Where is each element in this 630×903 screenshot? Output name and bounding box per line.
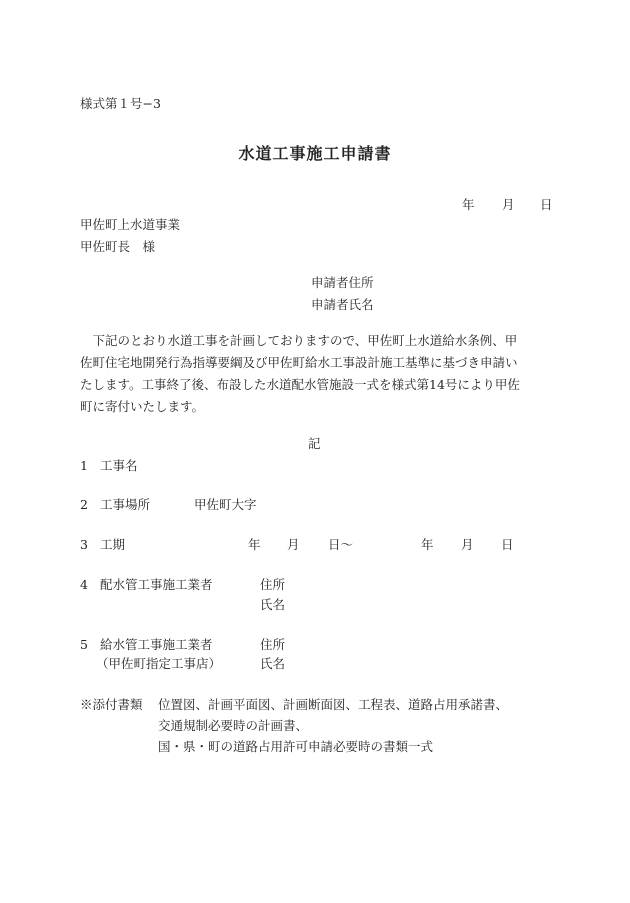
item-2-number: 2 — [80, 497, 88, 512]
attachments-line: 交通規制必要時の計画書、 — [158, 718, 309, 733]
item-2-value: 甲佐町大字 — [194, 497, 257, 512]
body-line: 佐町住宅地開発行為指導要綱及び甲佐町給水工事設計施工基準に基づき申請い — [80, 355, 518, 370]
addressee-name: 甲佐町長 様 — [80, 239, 156, 254]
item-4-label: 配水管工事施工業者 — [100, 577, 213, 592]
period-end-month: 月 — [461, 537, 474, 552]
item-1-number: 1 — [80, 458, 88, 473]
item-4-address-label: 住所 — [260, 577, 286, 592]
period-end-year: 年 — [421, 537, 434, 552]
body-paragraph — [80, 330, 550, 418]
body-line: 下記のとおり水道工事を計画しておりますので、甲佐町上水道給水条例、甲 — [80, 333, 518, 348]
item-1-label: 工事名 — [100, 458, 138, 473]
item-5-name-label: 氏名 — [260, 656, 286, 671]
ki-heading: 記 — [308, 436, 321, 451]
item-3-label: 工期 — [100, 537, 126, 552]
body-line: たします。工事終了後、布設した水道配水管施設一式を様式第14号により甲佐 — [80, 377, 520, 392]
attachments-label: ※添付書類 — [80, 697, 143, 712]
attachments-line: 国・県・町の道路占用許可申請必要時の書類一式 — [158, 739, 434, 754]
applicant-address-label: 申請者住所 — [311, 275, 374, 290]
item-2-label: 工事場所 — [100, 497, 151, 512]
item-5-address-label: 住所 — [260, 637, 286, 652]
date-day-label: 日 — [540, 197, 553, 212]
item-5-label: 給水管工事施工業者 — [100, 637, 213, 652]
item-5-number: 5 — [80, 637, 88, 652]
applicant-name-label: 申請者氏名 — [311, 297, 374, 312]
item-4-number: 4 — [80, 577, 88, 592]
addressee-org: 甲佐町上水道事業 — [80, 217, 181, 232]
item-5-sublabel: （甲佐町指定工事店） — [96, 656, 222, 671]
period-start-day: 日〜 — [328, 537, 354, 552]
period-end-day: 日 — [501, 537, 514, 552]
period-start-month: 月 — [287, 537, 300, 552]
page-title: 水道工事施工申請書 — [238, 144, 392, 163]
body-line: 町に寄付いたします。 — [80, 399, 205, 414]
date-month-label: 月 — [502, 197, 515, 212]
attachments-line: 位置図、計画平面図、計画断面図、工程表、道路占用承諾書、 — [158, 697, 509, 712]
date-year-label: 年 — [462, 197, 475, 212]
item-4-name-label: 氏名 — [260, 597, 286, 612]
period-start-year: 年 — [248, 537, 261, 552]
item-3-number: 3 — [80, 537, 88, 552]
form-number: 様式第１号−3 — [80, 96, 161, 111]
